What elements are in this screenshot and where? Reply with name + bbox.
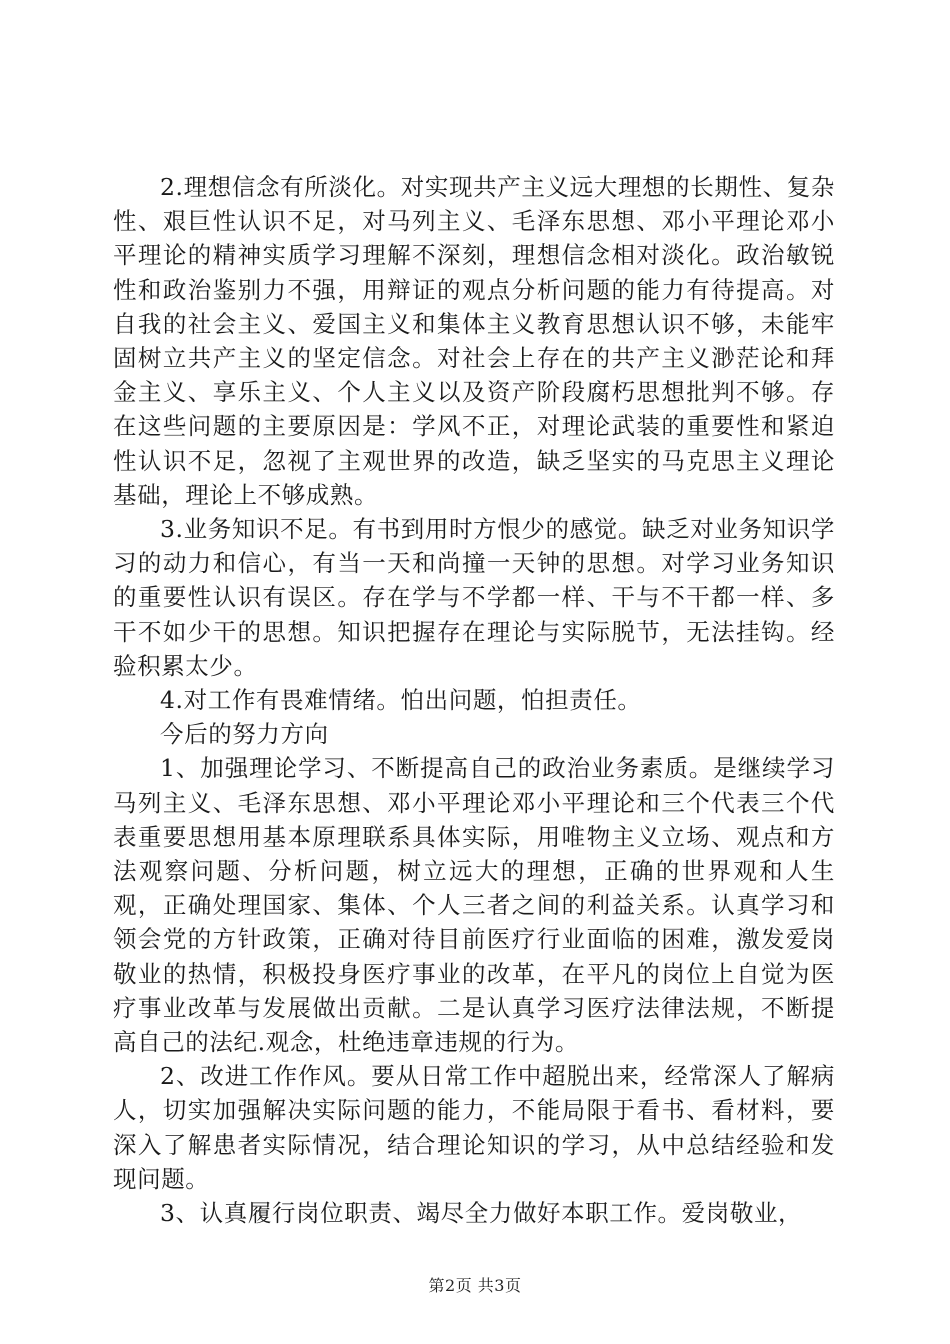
paragraph-ideals: 2.理想信念有所淡化。对实现共产主义远大理想的长期性、复杂性、艰巨性认识不足，对马列主义、毛泽东思想、邓小平理论邓小平理论的精神实质学习理解不深刻，理想信念相对淡化。政治敏锐性和政治鉴别力不强，用辩证的观点分析问题的能力有待提高。对自我的社会主义、爱国主义和集体主义教育思想认识不够，未能牢固树立共产主义的坚定信念。对社会上存在的共产主义渺茫论和拜金主义、享乐主义、个人主义以及资产阶段腐朽思想批判不够。存在这些问题的主要原因是：学风不正，对理论武装的重要性和紧迫性认识不足，忽视了主观世界的改造，缺乏坚实的马克思主义理论基础，理论上不够成熟。 — [113, 173, 835, 509]
document-body — [113, 170, 835, 1230]
page-number: 第2页 共3页 — [428, 1276, 522, 1295]
paragraph-attitude: 4.对工作有畏难情绪。怕出问题，怕担责任。 — [160, 686, 642, 715]
section-heading: 今后的努力方向 — [160, 720, 329, 749]
paragraph-knowledge: 3.业务知识不足。有书到用时方恨少的感觉。缺乏对业务知识学习的动力和信心，有当一天和尚撞一天钟的思想。对学习业务知识的重要性认识有误区。存在学与不学都一样、干与不干都一样、多干不如少干的思想。知识把握存在理论与实际脱节，无法挂钩。经验积累太少。 — [113, 515, 835, 680]
paragraph-study: 1、加强理论学习、不断提高自己的政治业务素质。是继续学习马列主义、毛泽东思想、邓小平理论邓小平理论和三个代表三个代表重要思想用基本原理联系具体实际，用唯物主义立场、观点和方法观察问题、分析问题，树立远大的理想，正确的世界观和人生观，正确处理国家、集体、个人三者之间的利益关系。认真学习和领会党的方针政策，正确对待目前医疗行业面临的困难，激发爱岗敬业的热情，积极投身医疗事业的改革，在平凡的岗位上自觉为医疗事业改革与发展做出贡献。二是认真学习医疗法律法规，不断提高自己的法纪.观念，杜绝违章违规的行为。 — [113, 754, 835, 1057]
paragraph-work-style: 2、改进工作作风。要从日常工作中超脱出来，经常深人了解病人，切实加强解决实际问题的能力，不能局限于看书、看材料，要深入了解患者实际情况，结合理论知识的学习，从中总结经验和发现问题。 — [113, 1062, 835, 1193]
paragraph-duties: 3、认真履行岗位职责、竭尽全力做好本职工作。爱岗敬业， — [160, 1199, 803, 1228]
